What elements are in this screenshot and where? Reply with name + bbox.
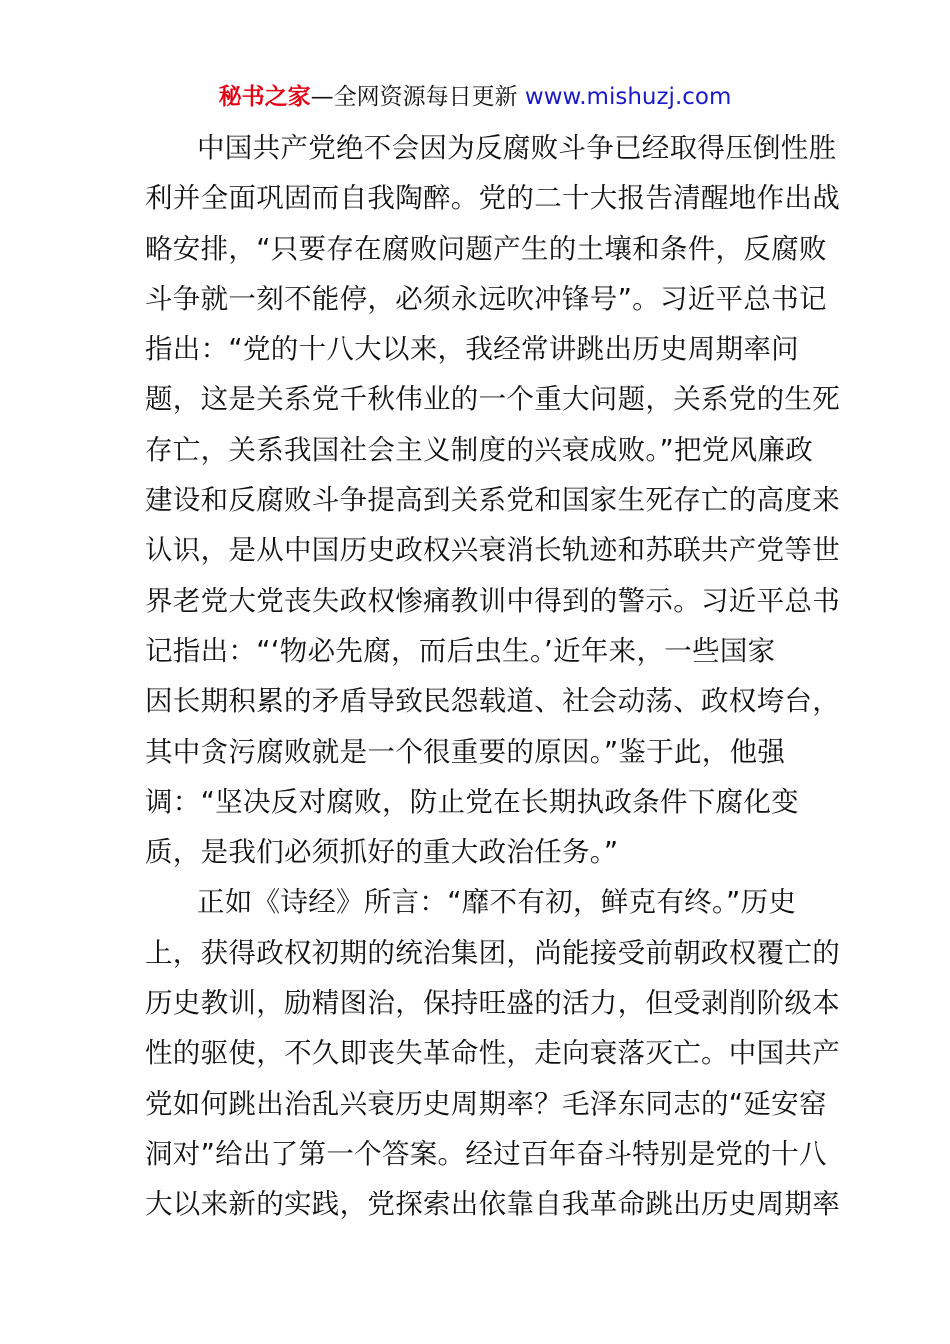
paragraph-line: 性的驱使，不久即丧失革命性，走向衰落灭亡。中国共产 [145, 1037, 840, 1070]
paragraph-line: 党如何跳出治乱兴衰历史周期率？毛泽东同志的“延安窑 [145, 1087, 827, 1120]
website-link[interactable]: www.mishuzj.com [524, 84, 732, 110]
paragraph-line: 界老党大党丧失政权惨痛教训中得到的警示。习近平总书 [145, 584, 840, 617]
paragraph-line: 因长期积累的矛盾导致民怨载道、社会动荡、政权垮台， [145, 685, 840, 718]
paragraph-line: 调：“坚决反对腐败，防止党在长期执政条件下腐化变 [145, 785, 799, 818]
header-tagline: —全网资源每日更新 [310, 84, 518, 110]
paragraph-line: 斗争就一刻不能停，必须永远吹冲锋号”。习近平总书记 [145, 282, 827, 315]
paragraph-line: 存亡，关系我国社会主义制度的兴衰成败。”把党风廉政 [145, 433, 813, 466]
paragraph-line: 上，获得政权初期的统治集团，尚能接受前朝政权覆亡的 [145, 936, 840, 969]
paragraph-line: 题，这是关系党千秋伟业的一个重大问题，关系党的生死 [145, 383, 840, 416]
article-body [145, 123, 840, 1230]
brand-name: 秘书之家 [218, 84, 311, 110]
paragraph-line: 略安排，“只要存在腐败问题产生的土壤和条件，反腐败 [145, 232, 827, 265]
paragraph-line: 中国共产党绝不会因为反腐败斗争已经取得压倒性胜 [197, 132, 837, 164]
page-header [0, 80, 950, 114]
paragraph-line: 建设和反腐败斗争提高到关系党和国家生死存亡的高度来 [145, 484, 840, 517]
paragraph-line: 历史教训，励精图治，保持旺盛的活力，但受剥削阶级本 [145, 987, 840, 1020]
paragraph-line: 质，是我们必须抓好的重大政治任务。” [145, 836, 619, 869]
paragraph-line: 记指出：“‘物必先腐，而后虫生。’近年来，一些国家 [145, 634, 776, 667]
paragraph-line: 利并全面巩固而自我陶醉。党的二十大报告清醒地作出战 [145, 182, 840, 215]
paragraph-line: 正如《诗经》所言：“靡不有初，鲜克有终。”历史 [197, 886, 797, 919]
paragraph-line: 其中贪污腐败就是一个很重要的原因。”鉴于此，他强 [145, 735, 786, 768]
paragraph-line: 指出：“党的十八大以来，我经常讲跳出历史周期率问 [145, 333, 799, 366]
paragraph-line: 大以来新的实践，党探索出依靠自我革命跳出历史周期率 [145, 1188, 840, 1221]
paragraph-line: 洞对”给出了第一个答案。经过百年奋斗特别是党的十八 [145, 1137, 827, 1170]
paragraph-line: 认识，是从中国历史政权兴衰消长轨迹和苏联共产党等世 [145, 534, 840, 567]
